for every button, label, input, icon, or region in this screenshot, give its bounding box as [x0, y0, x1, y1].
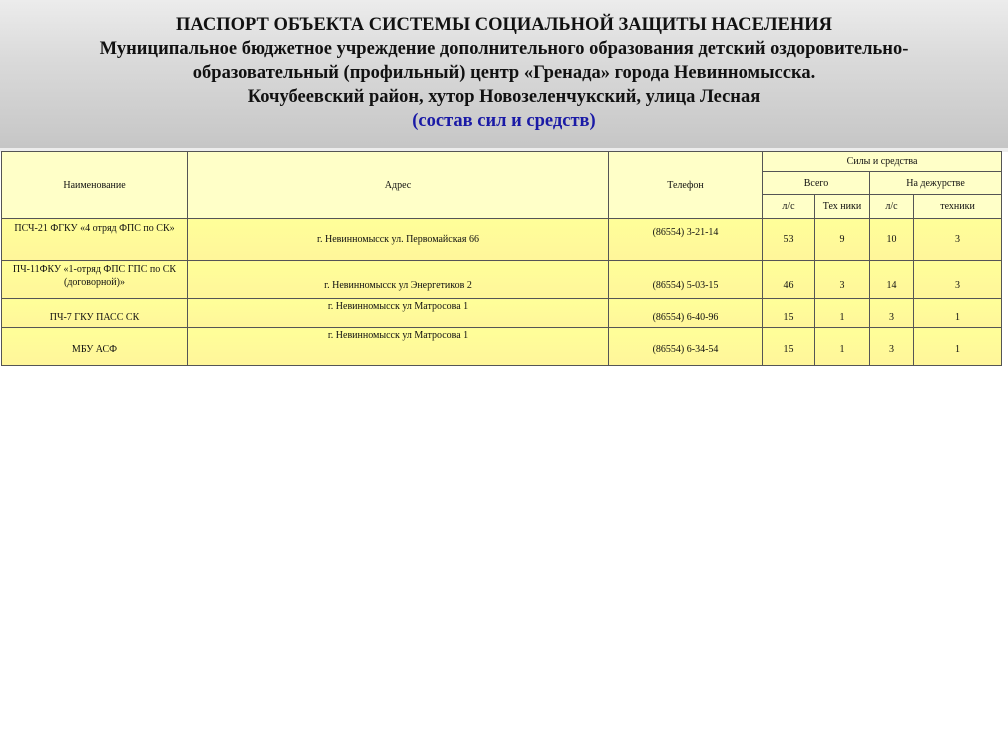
header-total-tech: Тех ники	[815, 195, 870, 219]
header-forces: Силы и средства	[763, 152, 1002, 172]
row-address: г. Невинномысск ул Матросова 1	[188, 299, 609, 328]
row-duty-ls: 10	[870, 219, 914, 261]
row-duty-tech: 1	[914, 328, 1002, 366]
header-total: Всего	[763, 172, 870, 195]
row-name: МБУ АСФ	[2, 328, 188, 366]
row-duty-ls: 3	[870, 299, 914, 328]
table-row	[2, 299, 1002, 328]
row-total-tech: 1	[815, 299, 870, 328]
table-row	[2, 261, 1002, 299]
header-phone: Телефон	[609, 152, 763, 219]
title-line-1: ПАСПОРТ ОБЪЕКТА СИСТЕМЫ СОЦИАЛЬНОЙ ЗАЩИТЫ НАСЕЛЕНИЯ	[176, 15, 832, 35]
row-address: г. Невинномысск ул. Первомайская 66	[188, 219, 609, 261]
title-line-2: Муниципальное бюджетное учреждение дополнительного образования детский оздоровительно-	[99, 39, 909, 59]
row-duty-ls: 3	[870, 328, 914, 366]
header-address: Адрес	[188, 152, 609, 219]
row-total-tech: 3	[815, 261, 870, 299]
row-total-ls: 15	[763, 328, 815, 366]
row-total-ls: 15	[763, 299, 815, 328]
row-address: г. Невинномысск ул Матросова 1	[188, 328, 609, 366]
row-phone: (86554) 3-21-14	[609, 219, 763, 261]
row-total-tech: 9	[815, 219, 870, 261]
table-row	[2, 328, 1002, 366]
row-address: г. Невинномысск ул Энергетиков 2	[188, 261, 609, 299]
row-phone: (86554) 6-34-54	[609, 328, 763, 366]
row-duty-tech: 3	[914, 219, 1002, 261]
row-total-ls: 46	[763, 261, 815, 299]
row-total-tech: 1	[815, 328, 870, 366]
row-phone: (86554) 6-40-96	[609, 299, 763, 328]
header-duty-ls: л/с	[870, 195, 914, 219]
row-name: ПСЧ-21 ФГКУ «4 отряд ФПС по СК»	[2, 219, 188, 261]
row-duty-ls: 14	[870, 261, 914, 299]
header-name: Наименование	[2, 152, 188, 219]
header-duty-tech: техники	[914, 195, 1002, 219]
row-name: ПЧ-7 ГКУ ПАСС СК	[2, 299, 188, 328]
title-line-4: Кочубеевский район, хутор Новозеленчукский, улица Лесная	[247, 87, 761, 107]
header-on-duty: На дежурстве	[870, 172, 1002, 195]
row-duty-tech: 1	[914, 299, 1002, 328]
row-total-ls: 53	[763, 219, 815, 261]
row-phone: (86554) 5-03-15	[609, 261, 763, 299]
title-banner	[0, 0, 1008, 148]
title-line-3: образовательный (профильный) центр «Гренада» города Невинномысска.	[192, 63, 816, 83]
row-name: ПЧ-11ФКУ «1-отряд ФПС ГПС по СК (договорной)»	[2, 261, 188, 299]
row-duty-tech: 3	[914, 261, 1002, 299]
table-row	[2, 219, 1002, 261]
header-total-ls: л/с	[763, 195, 815, 219]
title-subtitle: (состав сил и средств)	[412, 111, 596, 131]
forces-table	[1, 151, 1002, 366]
